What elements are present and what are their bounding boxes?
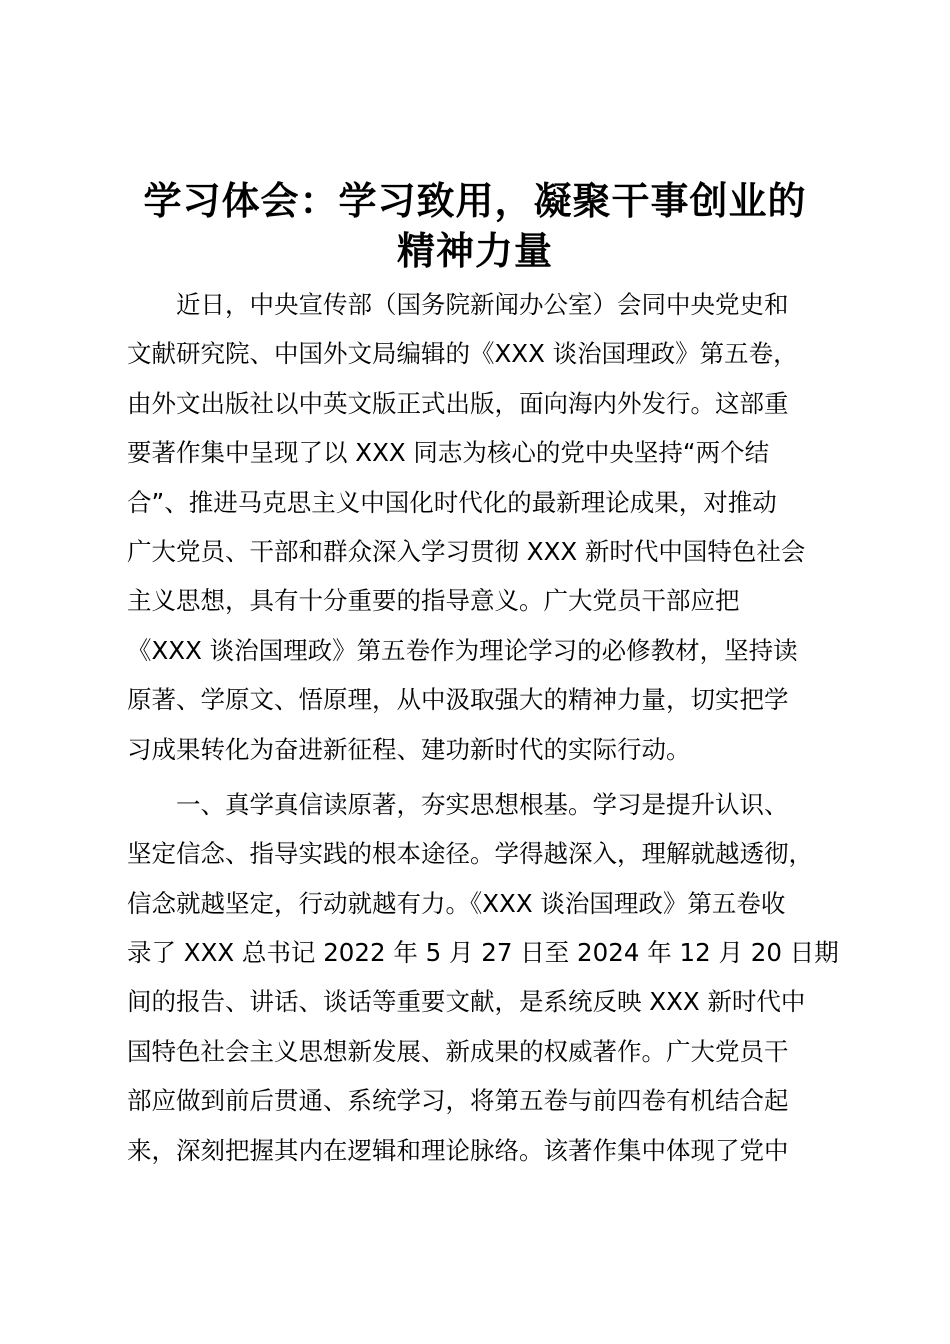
text-line: 信念就越坚定，行动就越有力。《XXX 谈治国理政》第五卷收 <box>127 888 786 918</box>
text-line: 一、真学真信读原著，夯实思想根基。学习是提升认识、 <box>127 789 789 819</box>
text-line: 文献研究院、中国外文局编辑的《XXX 谈治国理政》第五卷， <box>127 339 798 369</box>
text-line: 录了 XXX 总书记 2022 年 5 月 27 日至 2024 年 12 月 20 日期 <box>127 938 839 968</box>
text-line: 间的报告、讲话、谈话等重要文献，是系统反映 XXX 新时代中 <box>127 987 806 1017</box>
text-line: 来，深刻把握其内在逻辑和理论脉络。该著作集中体现了党中 <box>127 1135 789 1165</box>
document-body <box>127 280 839 1175</box>
text-line: 由外文出版社以中英文版正式出版，面向海内外发行。这部重 <box>127 388 789 418</box>
document-title <box>110 176 840 276</box>
text-line: 坚定信念、指导实践的根本途径。学得越深入，理解就越透彻， <box>127 839 813 869</box>
paragraph-section-one <box>127 780 839 1175</box>
text-line: 广大党员、干部和群众深入学习贯彻 XXX 新时代中国特色社会 <box>127 536 806 566</box>
text-line: 主义思想，具有十分重要的指导意义。广大党员干部应把 <box>127 586 740 616</box>
text-line: 要著作集中呈现了以 XXX 同志为核心的党中央坚持“两个结 <box>127 438 770 468</box>
text-line: 习成果转化为奋进新征程、建功新时代的实际行动。 <box>127 734 691 764</box>
title-line: 学习体会：学习致用，凝聚干事创业的 <box>143 178 807 223</box>
title-line: 精神力量 <box>396 228 553 273</box>
paragraph-intro <box>127 280 827 774</box>
text-line: 近日，中央宣传部（国务院新闻办公室）会同中央党史和 <box>127 290 789 319</box>
text-line: 部应做到前后贯通、系统学习，将第五卷与前四卷有机结合起 <box>127 1086 789 1116</box>
text-line: 国特色社会主义思想新发展、新成果的权威著作。广大党员干 <box>127 1036 789 1066</box>
text-line: 原著、学原文、悟原理，从中汲取强大的精神力量，切实把学 <box>127 685 789 715</box>
text-line: 合”、推进马克思主义中国化时代化的最新理论成果，对推动 <box>127 487 777 517</box>
text-line: 《XXX 谈治国理政》第五卷作为理论学习的必修教材，坚持读 <box>127 635 798 665</box>
